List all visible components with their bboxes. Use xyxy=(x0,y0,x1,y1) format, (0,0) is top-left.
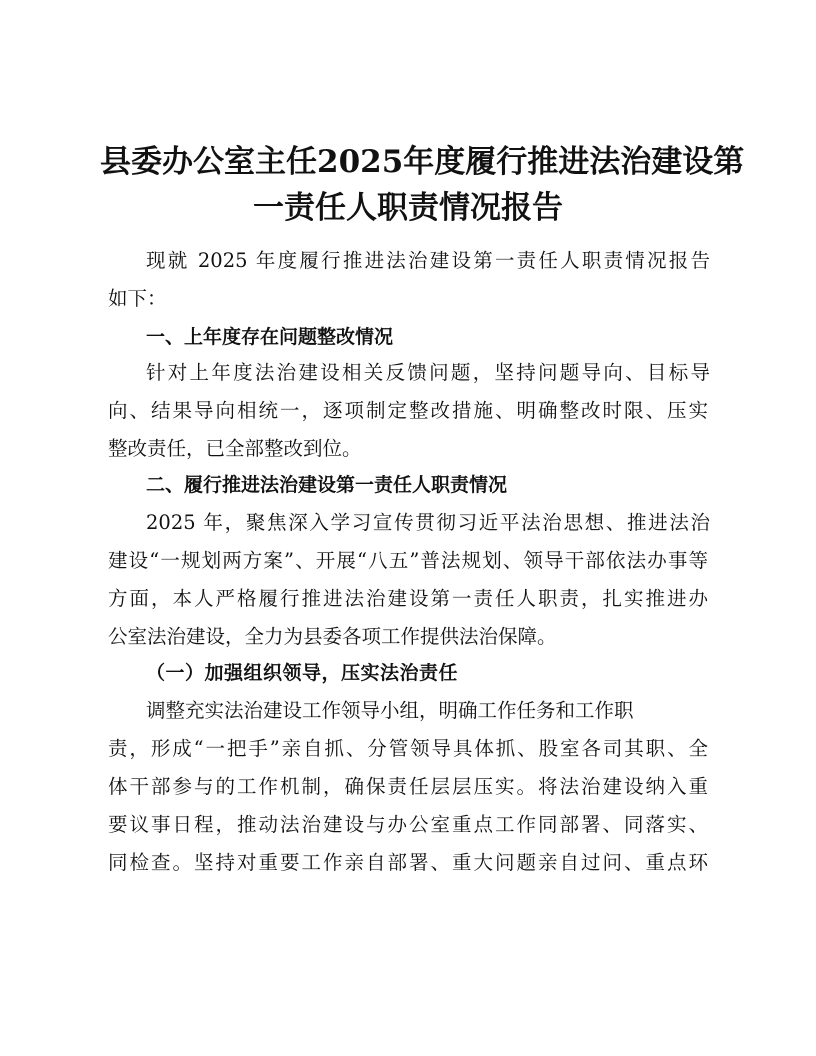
subsection-1-line-2: 责，形成“一把手”亲自抓、分管领导具体抓、股室各司其职、全 xyxy=(108,737,708,760)
document-title-line-1: 县委办公室主任2025年度履行推进法治建设第 xyxy=(100,144,745,180)
subsection-1-heading: （一）加强组织领导，压实法治责任 xyxy=(146,662,459,684)
section-2-line-2: 建设“一规划两方案”、开展“八五”普法规划、领导干部依法办事等 xyxy=(108,549,708,572)
subsection-1-line-5: 同检查。坚持对重要工作亲自部署、重大问题亲自过问、重点环 xyxy=(108,851,708,874)
section-2-line-4: 公室法治建设，全力为县委各项工作提供法治保障。 xyxy=(108,625,557,648)
section-1-line-3: 整改责任，已全部整改到位。 xyxy=(108,437,362,460)
section-1-line-2: 向、结果导向相统一，逐项制定整改措施、明确整改时限、压实 xyxy=(108,399,708,422)
section-2-heading: 二、履行推进法治建设第一责任人职责情况 xyxy=(146,474,508,496)
intro-line-2: 如下： xyxy=(108,287,167,310)
section-2-line-3: 方面，本人严格履行推进法治建设第一责任人职责，扎实推进办 xyxy=(108,587,708,610)
document-title-line-2: 一责任人职责情况报告 xyxy=(253,190,563,226)
section-2-line-1: 2025 年，聚焦深入学习宣传贯彻习近平法治思想、推进法治 xyxy=(146,511,710,534)
subsection-1-line-1: 调整充实法治建设工作领导小组，明确工作任务和工作职 xyxy=(146,699,634,722)
intro-line-1: 现就 2025 年度履行推进法治建设第一责任人职责情况报告 xyxy=(146,249,710,272)
section-1-heading: 一、上年度存在问题整改情况 xyxy=(146,326,394,348)
subsection-1-line-4: 要议事日程，推动法治建设与办公室重点工作同部署、同落实、 xyxy=(108,813,708,836)
section-1-line-1: 针对上年度法治建设相关反馈问题，坚持问题导向、目标导 xyxy=(146,361,710,384)
subsection-1-line-3: 体干部参与的工作机制，确保责任层层压实。将法治建设纳入重 xyxy=(108,775,708,798)
